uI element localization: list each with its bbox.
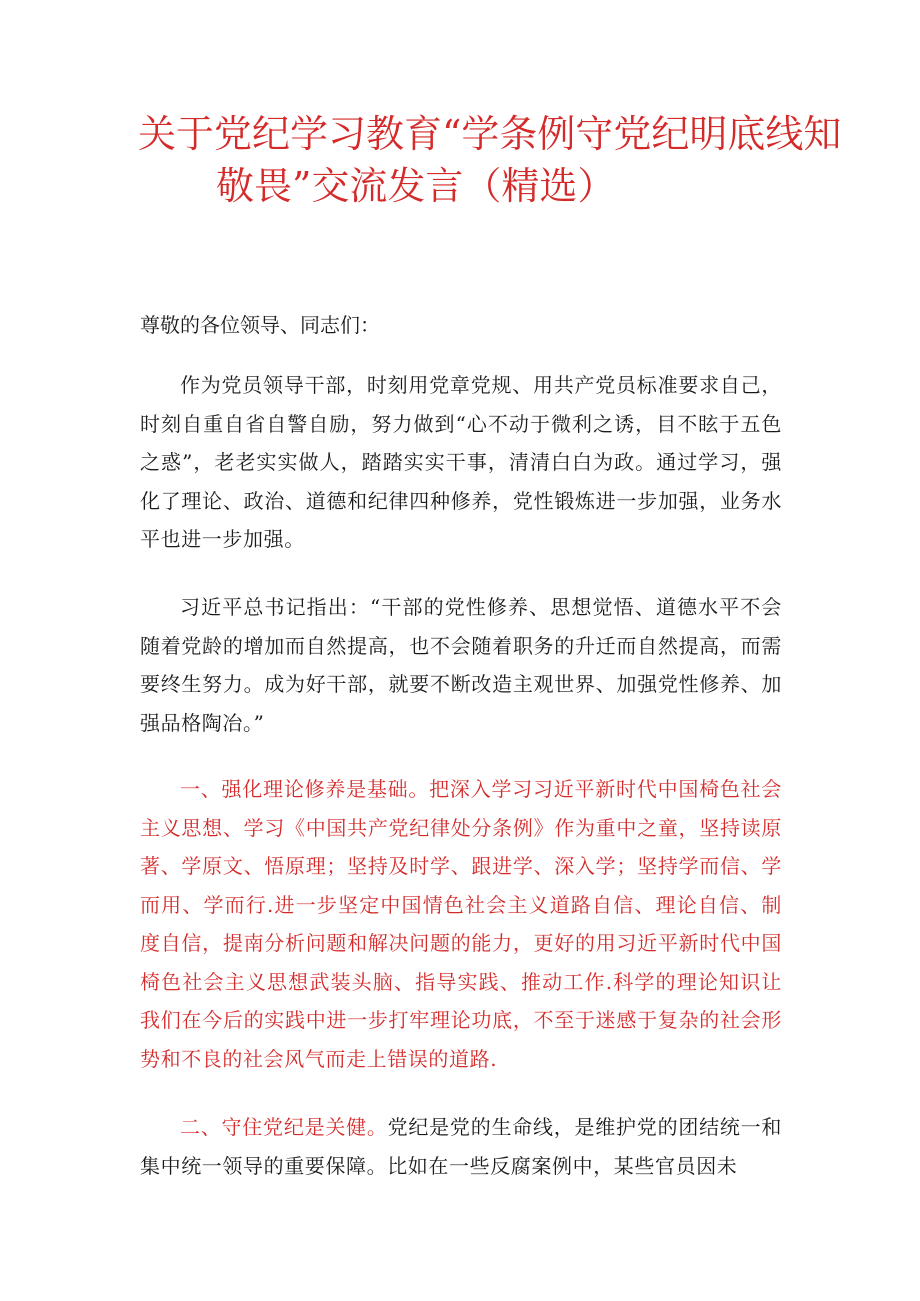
title-line-1: 关于党纪学习教育“学条例守党纪明底线知 — [138, 112, 842, 156]
paragraph-4-text: 党纪是党的生命线，是维护党的团结统一和集中统一领导的重要保障。比如在一些反腐案例中，某些官员因未 — [140, 1115, 782, 1178]
paragraph-2: 习近平总书记指出：“干部的党性修养、思想觉悟、道德水平不会随着党龄的增加而自然提高，也不会随着职务的升迁而自然提高，而需要终生努力。成为好干部，就要不断改造主观世界、加强党性修养、加强品格陶冶。” — [140, 595, 782, 735]
paragraph-1: 作为党员领导干部，时刻用党章党规、用共产党员标准要求自己，时刻自重自省自警自励，努力做到“心不动于微利之诱，目不眩于五色之惑”，老老实实做人，踏踏实实干事，清清白白为政。通过学习，强化了理论、政治、道德和纪律四种修养，党性锻炼进一步加强，业务水平也进一步加强。 — [140, 373, 782, 551]
paragraph-4-party-discipline — [140, 1108, 782, 1185]
paragraph-3-theory-cultivation: 一、强化理论修养是基础。把深入学习习近平新时代中国椅色社会主义思想、学习《中国共产党纪律处分条例》作为重中之童，坚持读原著、学原文、悟原理；坚持及时学、跟进学、深入学；坚持学而信、学而用、学而行.进一步坚定中国情色社会主义道路自信、理论自信、制度自信，提南分析问题和解决问题的能力，更好的用习近平新时代中国椅色社会主义思想武装头脑、指导实践、推动工作.科学的理论知识让我们在今后的实践中进一步打牢理论功底，不至于迷感于复杂的社会形势和不良的社会风气而走上错误的道路. — [140, 777, 782, 1071]
section-heading-2: 二、守住党纪是关健。 — [180, 1115, 388, 1139]
title-line-2: 敬畏”交流发言（精选） — [216, 164, 616, 208]
document-title — [138, 108, 842, 212]
salutation: 尊敬的各位领导、同志们： — [140, 313, 380, 337]
